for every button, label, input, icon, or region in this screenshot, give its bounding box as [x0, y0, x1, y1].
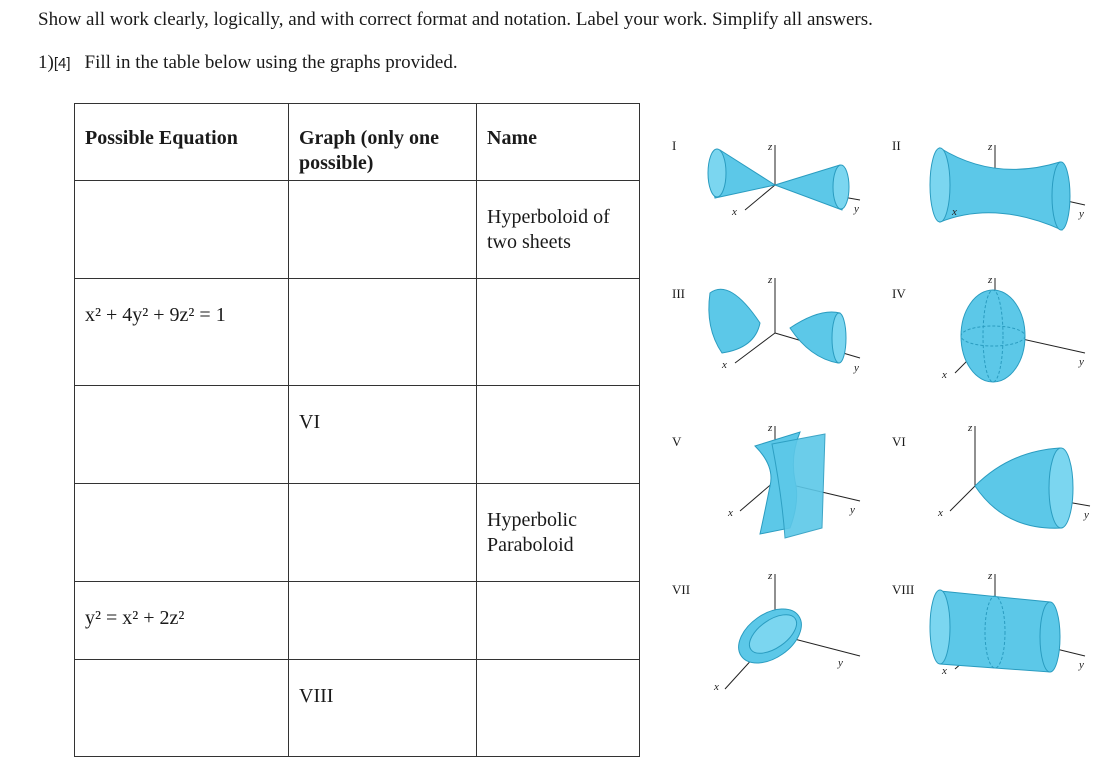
graph-label-II: II: [892, 138, 901, 153]
cell-equation[interactable]: [75, 660, 289, 757]
graph-label-VIII: VIII: [892, 582, 915, 597]
cell-name[interactable]: [477, 582, 640, 660]
axis-x-label: x: [942, 665, 947, 677]
hyperboloid-two-sheets-graph: [660, 268, 880, 416]
cell-graph[interactable]: [289, 279, 477, 386]
graphs-panel: [660, 120, 1096, 720]
axis-y-label: y: [1079, 659, 1084, 671]
elliptic-paraboloid-graph: [880, 416, 1096, 564]
instructions: Show all work clearly, logically, and with correct format and notation. Label your work. Simplify all answers.: [38, 9, 873, 30]
axis-y-label: y: [838, 657, 843, 669]
cell-name[interactable]: [477, 660, 640, 757]
axis-y-label: y: [850, 504, 855, 516]
equation-cone: y² = x² + 2z²: [85, 607, 185, 629]
question-number: 1): [38, 52, 54, 73]
hyperbolic-paraboloid-graph: [660, 416, 880, 564]
axis-z-label: z: [768, 570, 773, 582]
graph-label-III: III: [672, 286, 685, 301]
cell-graph[interactable]: [289, 484, 477, 582]
cell-equation[interactable]: [75, 279, 289, 386]
cell-name[interactable]: [477, 279, 640, 386]
header-graph: Graph (only one possible): [289, 104, 477, 181]
header-name: Name: [477, 104, 640, 181]
table-row: [75, 279, 640, 386]
cell-graph[interactable]: [289, 582, 477, 660]
graph-label-I: I: [672, 138, 677, 153]
graph-II: [880, 120, 1096, 268]
graph-label-V: V: [672, 434, 682, 449]
axis-x-label: x: [714, 681, 719, 693]
axis-y-label: y: [1079, 356, 1084, 368]
axis-y-label: y: [1079, 208, 1084, 220]
header-equation: Possible Equation: [75, 104, 289, 181]
axis-z-label: z: [768, 274, 773, 286]
cell-name[interactable]: Hyperboloid of two sheets: [477, 181, 640, 279]
table-row: [75, 181, 640, 279]
cell-equation[interactable]: [75, 484, 289, 582]
graph-V: [660, 416, 880, 564]
axis-x-label: x: [722, 359, 727, 371]
answer-table: [74, 103, 640, 757]
ellipsoid-graph: [880, 268, 1096, 416]
cell-name[interactable]: [477, 386, 640, 484]
graph-label-VI: VI: [892, 434, 906, 449]
axis-x-label: x: [728, 507, 733, 519]
axis-z-label: z: [968, 422, 973, 434]
graph-VIII: [880, 564, 1096, 712]
tilted-ellipsoid-graph: [660, 564, 880, 712]
cell-graph[interactable]: VI: [289, 386, 477, 484]
axis-x-label: x: [732, 206, 737, 218]
table-header-row: [75, 104, 640, 181]
cell-graph[interactable]: [289, 181, 477, 279]
axis-z-label: z: [988, 570, 993, 582]
question-points: [4]: [53, 55, 71, 72]
question-1: [38, 52, 458, 74]
table-row: [75, 660, 640, 757]
hyperboloid-one-sheet-graph: [880, 120, 1096, 268]
graph-label-IV: IV: [892, 286, 906, 301]
equation-ellipsoid: x² + 4y² + 9z² = 1: [85, 304, 226, 326]
graph-IV: [880, 268, 1096, 416]
cell-name[interactable]: Hyperbolic Paraboloid: [477, 484, 640, 582]
axis-z-label: z: [988, 141, 993, 153]
elliptic-cylinder-graph: [880, 564, 1096, 712]
axis-x-label: x: [952, 206, 957, 218]
cell-graph[interactable]: VIII: [289, 660, 477, 757]
graph-I: [660, 120, 880, 268]
question-text: Fill in the table below using the graphs provided.: [84, 52, 458, 73]
axis-x-label: x: [942, 369, 947, 381]
axis-z-label: z: [988, 274, 993, 286]
graph-VI: [880, 416, 1096, 564]
cell-equation[interactable]: [75, 386, 289, 484]
table-row: [75, 386, 640, 484]
table-row: [75, 484, 640, 582]
graph-VII: [660, 564, 880, 712]
axis-y-label: y: [854, 362, 859, 374]
graph-III: [660, 268, 880, 416]
axis-x-label: x: [938, 507, 943, 519]
axis-y-label: y: [854, 203, 859, 215]
double-cone-graph: [660, 120, 880, 268]
cell-equation[interactable]: [75, 181, 289, 279]
table-row: [75, 582, 640, 660]
graph-label-VII: VII: [672, 582, 691, 597]
cell-equation[interactable]: [75, 582, 289, 660]
axis-z-label: z: [768, 141, 773, 153]
axis-z-label: z: [768, 422, 773, 434]
axis-y-label: y: [1084, 509, 1089, 521]
